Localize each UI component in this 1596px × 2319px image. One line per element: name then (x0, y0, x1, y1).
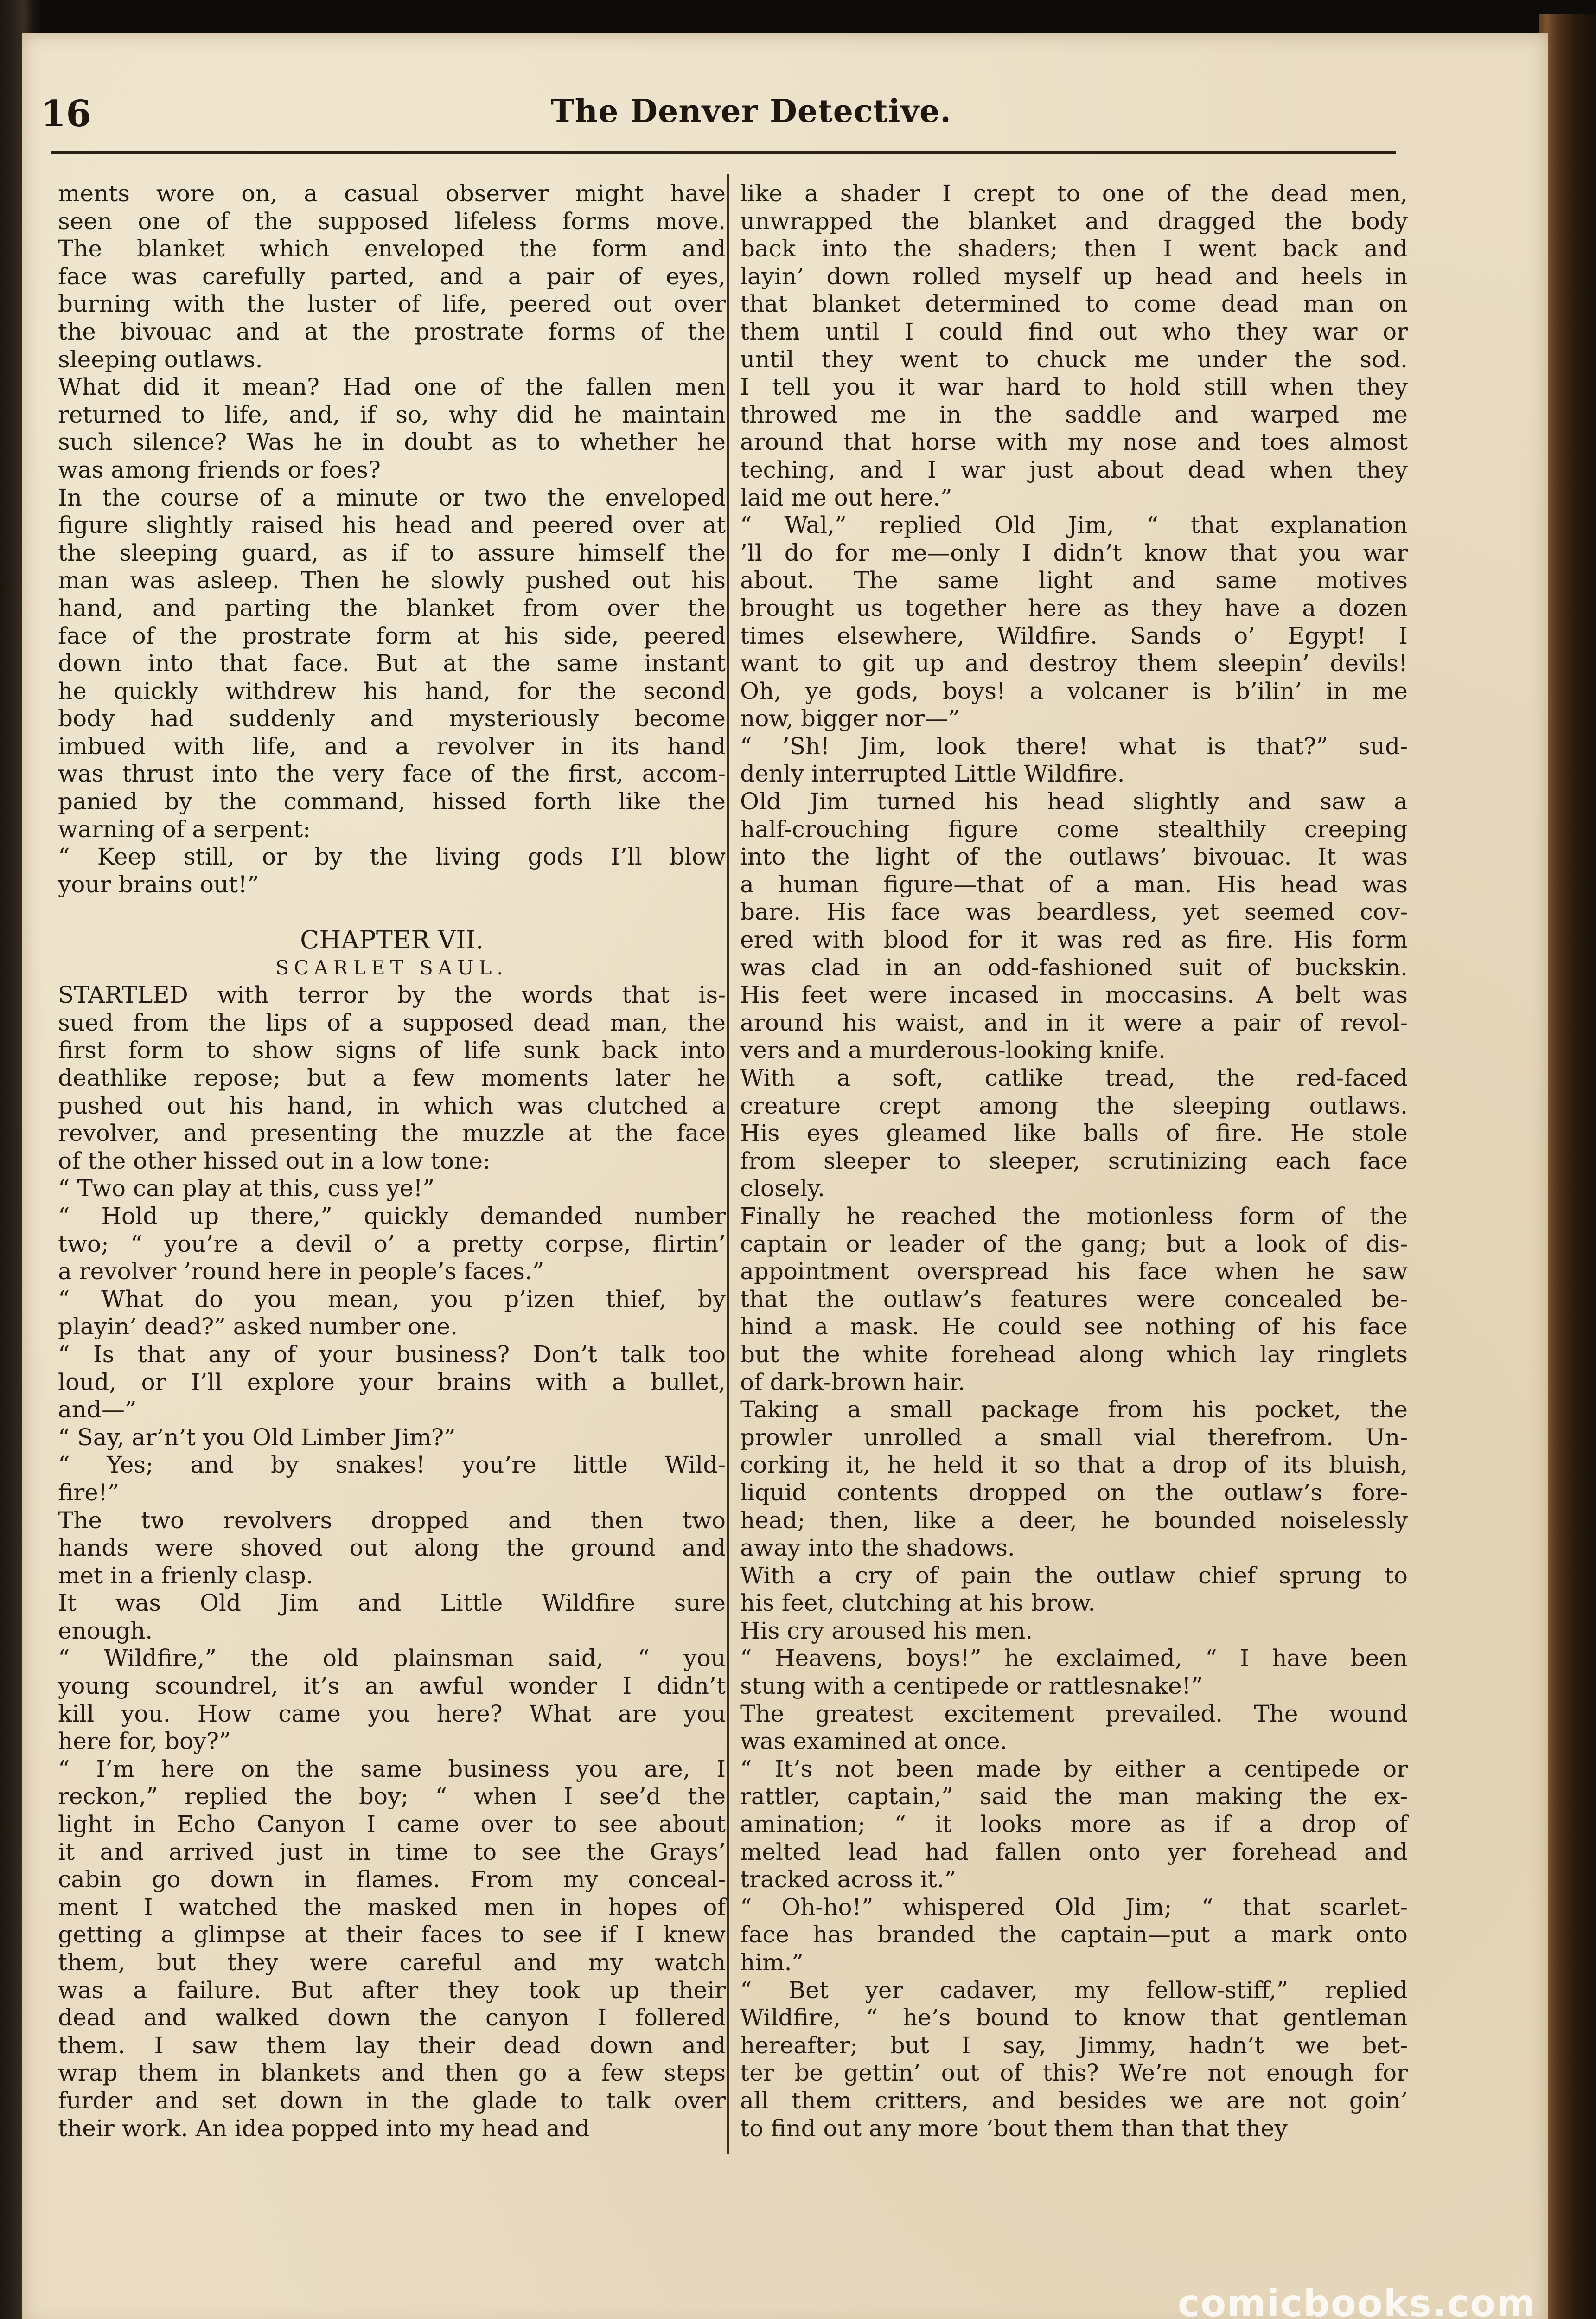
text-line: creature crept among the sleeping outlaws. (740, 1092, 1408, 1119)
text-line: met in a frienly clasp. (58, 1562, 313, 1589)
text-line: getting a glimpse at their faces to see if I knew (58, 1921, 726, 1948)
text-line: was thrust into the very face of the first, accom- (58, 760, 726, 788)
text-line: sleeping outlaws. (58, 346, 263, 373)
text-line: two; “ you’re a devil o’ a pretty corpse, flirtin’ (58, 1230, 726, 1257)
text-line: face of the prostrate form at his side, peered (58, 622, 726, 649)
text-line: around his waist, and in it were a pair of revol- (740, 1009, 1408, 1036)
text-line: dead and walked down the canyon I follered (58, 2004, 726, 2031)
text-line: a human figure—that of a man. His head was (740, 871, 1408, 898)
text-line: vers and a murderous-looking knife. (740, 1037, 1166, 1064)
text-line: warning of a serpent: (58, 815, 311, 843)
text-line: laid me out here.” (740, 484, 952, 511)
text-line: times elsewhere, Wildfire. Sands o’ Egypt! I (740, 622, 1408, 649)
text-line: ments wore on, a casual observer might have (58, 180, 726, 207)
text-line: away into the shadows. (740, 1534, 1015, 1562)
text-line: closely. (740, 1175, 825, 1202)
text-line: ter be gettin’ out of this? We’re not enough for (740, 2059, 1408, 2087)
text-line (58, 898, 726, 926)
text-line: to find out any more ’bout them than that they (740, 2114, 1288, 2142)
page-number: 16 (41, 93, 91, 135)
text-line: burning with the luster of life, peered out over (58, 290, 726, 318)
text-line: hereafter; but I say, Jimmy, hadn’t we bet- (740, 2031, 1408, 2059)
text-line: ’ll do for me—only I didn’t know that you war (740, 539, 1408, 566)
text-line: man was asleep. Then he slowly pushed out his (58, 567, 726, 594)
text-line: of the other hissed out in a low tone: (58, 1147, 491, 1174)
chapter-title: CHAPTER VII. (300, 925, 484, 955)
text-line: Taking a small package from his pocket, the (740, 1396, 1408, 1423)
text-line: His feet were incased in moccasins. A belt was (740, 981, 1408, 1009)
text-line: Oh, ye gods, boys! a volcaner is b’ilin’ in me (740, 677, 1408, 705)
right-column (740, 180, 1408, 2142)
text-line: brought us together here as they have a dozen (740, 594, 1408, 621)
text-line: it and arrived just in time to see the Grays’ (58, 1838, 726, 1865)
text-line: hind a mask. He could see nothing of his face (740, 1313, 1408, 1340)
text-line: returned to life, and, if so, why did he maintain (58, 401, 726, 428)
header-rule (51, 151, 1396, 154)
text-line: a revolver ’round here in people’s faces.” (58, 1258, 544, 1285)
text-line: His cry aroused his men. (740, 1617, 1033, 1644)
text-line: back into the shaders; then I went back and (740, 235, 1408, 263)
text-line: teching, and I war just about dead when they (740, 456, 1408, 483)
text-line: stung with a centipede or rattlesnake!” (740, 1672, 1203, 1700)
text-line: was clad in an odd-fashioned suit of buckskin. (740, 954, 1408, 981)
text-line: deathlike repose; but a few moments later he (58, 1064, 726, 1091)
text-line: “ It’s not been made by either a centipede or (740, 1755, 1408, 1782)
text-line: like a shader I crept to one of the dead men, (740, 180, 1408, 207)
text-line: “ Wildfire,” the old plainsman said, “ you (58, 1645, 726, 1672)
text-line: figure slightly raised his head and peered over at (58, 512, 726, 539)
text-line: he quickly withdrew his hand, for the second (58, 677, 726, 705)
text-line: reckon,” replied the boy; “ when I see’d the (58, 1783, 726, 1810)
text-line: was a failure. But after they took up their (58, 1976, 726, 2004)
text-line: The two revolvers dropped and then two (58, 1506, 726, 1534)
text-line: until they went to chuck me under the sod. (740, 346, 1408, 373)
text-line: enough. (58, 1617, 153, 1644)
text-line: that the outlaw’s features were concealed be- (740, 1285, 1408, 1313)
text-line: “ Is that any of your business? Don’t talk too (58, 1340, 726, 1368)
text-line: His eyes gleamed like balls of fire. He stole (740, 1120, 1408, 1147)
text-line: imbued with life, and a revolver in its hand (58, 732, 726, 760)
text-line: wrap them in blankets and then go a few steps (58, 2059, 726, 2087)
text-line: face was carefully parted, and a pair of eyes, (58, 263, 726, 290)
text-line: “ Heavens, boys!” he exclaimed, “ I have been (740, 1645, 1408, 1672)
text-line: “ Yes; and by snakes! you’re little Wild- (58, 1451, 726, 1479)
text-line: STARTLED with terror by the words that is- (58, 981, 726, 1009)
text-line: melted lead had fallen onto yer forehead and (740, 1838, 1408, 1865)
text-line: Wildfire, “ he’s bound to know that gentleman (740, 2004, 1408, 2031)
text-line: such silence? Was he in doubt as to whether he (58, 429, 726, 456)
text-line: It was Old Jim and Little Wildfire sure (58, 1589, 726, 1617)
text-line: ered with blood for it was red as fire. His form (740, 926, 1408, 954)
text-line: face has branded the captain—put a mark onto (740, 1921, 1408, 1948)
text-line: now, bigger nor—” (740, 705, 960, 732)
text-line: light in Echo Canyon I came over to see about (58, 1811, 726, 1838)
text-line: want to git up and destroy them sleepin’ devils! (740, 650, 1408, 677)
text-line: liquid contents dropped on the outlaw’s fore- (740, 1479, 1408, 1506)
text-line: was among friends or foes? (58, 456, 381, 483)
text-line: unwrapped the blanket and dragged the body (740, 207, 1408, 235)
text-line: captain or leader of the gang; but a look of dis- (740, 1230, 1408, 1257)
watermark: comicbooks.com (1178, 2282, 1536, 2319)
text-line: With a cry of pain the outlaw chief sprung to (740, 1562, 1408, 1589)
text-line: him.” (740, 1949, 804, 1976)
text-line: seen one of the supposed lifeless forms move. (58, 207, 726, 235)
text-line: “ Wal,” replied Old Jim, “ that explanation (740, 512, 1408, 539)
text-line: hands were shoved out along the ground and (58, 1534, 726, 1562)
text-line: around that horse with my nose and toes almost (740, 429, 1408, 456)
text-line: “ Hold up there,” quickly demanded number (58, 1202, 726, 1230)
text-line: throwed me in the saddle and warped me (740, 401, 1408, 428)
text-line: pushed out his hand, in which was clutched a (58, 1092, 726, 1119)
text-line: With a soft, catlike tread, the red-faced (740, 1064, 1408, 1091)
text-line: hand, and parting the blanket from over the (58, 594, 726, 621)
text-line: “ I’m here on the same business you are, I (58, 1755, 726, 1782)
running-title: The Denver Detective. (551, 93, 951, 130)
text-line: the sleeping guard, as if to assure himself the (58, 539, 726, 566)
text-line: their work. An idea popped into my head and (58, 2114, 590, 2142)
text-line: “ Keep still, or by the living gods I’ll blow (58, 843, 726, 871)
text-line: ment I watched the masked men in hopes of (58, 1893, 726, 1921)
text-line: rattler, captain,” said the man making the ex- (740, 1783, 1408, 1810)
text-line: “ ’Sh! Jim, look there! what is that?” sud- (740, 732, 1408, 760)
text-line: “ Oh-ho!” whispered Old Jim; “ that scarlet- (740, 1893, 1408, 1921)
text-line: layin’ down rolled myself up head and heels in (740, 263, 1408, 290)
text-line: What did it mean? Had one of the fallen men (58, 373, 726, 401)
text-line: “ What do you mean, you p’izen thief, by (58, 1285, 726, 1313)
text-line: bare. His face was beardless, yet seemed cov- (740, 898, 1408, 926)
text-line: half-crouching figure come stealthily creeping (740, 815, 1408, 843)
text-line: cabin go down in flames. From my conceal- (58, 1866, 726, 1893)
text-line: The greatest excitement prevailed. The wound (740, 1700, 1408, 1727)
text-line: all them critters, and besides we are not goin’ (740, 2087, 1408, 2114)
text-line: “ Bet yer cadaver, my fellow-stiff,” replied (740, 1976, 1408, 2004)
text-line: the bivouac and at the prostrate forms of the (58, 318, 726, 345)
text-line: was examined at once. (740, 1728, 1008, 1755)
text-line: and—” (58, 1396, 137, 1423)
text-line: I tell you it war hard to hold still when they (740, 373, 1408, 401)
text-line: first form to show signs of life sunk back into (58, 1037, 726, 1064)
text-line: panied by the command, hissed forth like the (58, 788, 726, 815)
text-line: about. The same light and same motives (740, 567, 1408, 594)
text-line: from sleeper to sleeper, scrutinizing each face (740, 1147, 1408, 1174)
text-line: his feet, clutching at his brow. (740, 1589, 1096, 1617)
text-line: them until I could find out who they war or (740, 318, 1408, 345)
text-line: of dark-brown hair. (740, 1368, 965, 1396)
text-line: furder and set down in the glade to talk over (58, 2087, 726, 2114)
text-line: revolver, and presenting the muzzle at the face (58, 1120, 726, 1147)
text-line: playin’ dead?” asked number one. (58, 1313, 458, 1340)
text-line: tracked across it.” (740, 1866, 957, 1893)
text-line: amination; “ it looks more as if a drop of (740, 1811, 1408, 1838)
text-line: fire!” (58, 1479, 120, 1506)
text-line: denly interrupted Little Wildfire. (740, 760, 1125, 788)
chapter-subtitle: SCARLET SAUL. (275, 956, 508, 979)
text-line: The blanket which enveloped the form and (58, 235, 726, 263)
text-line: loud, or I’ll explore your brains with a bullet, (58, 1368, 726, 1396)
left-column (58, 180, 726, 2142)
text-line: In the course of a minute or two the enveloped (58, 484, 726, 511)
text-line: “ Two can play at this, cuss ye!” (58, 1175, 435, 1202)
text-line: Finally he reached the motionless form of the (740, 1202, 1408, 1230)
text-line: kill you. How came you here? What are you (58, 1700, 726, 1727)
text-line: but the white forehead along which lay ringlets (740, 1340, 1408, 1368)
text-line: them, but they were careful and my watch (58, 1949, 726, 1976)
column-divider (727, 174, 729, 2154)
text-line: Old Jim turned his head slightly and saw a (740, 788, 1408, 815)
text-line: into the light of the outlaws’ bivouac. It was (740, 843, 1408, 871)
text-line: head; then, like a deer, he bounded noiselessly (740, 1506, 1408, 1534)
text-line: body had suddenly and mysteriously become (58, 705, 726, 732)
text-line: appointment overspread his face when he saw (740, 1258, 1408, 1285)
text-line: here for, boy?” (58, 1728, 231, 1755)
text-line: down into that face. But at the same instant (58, 650, 726, 677)
text-line: them. I saw them lay their dead down and (58, 2031, 726, 2059)
text-line: young scoundrel, it’s an awful wonder I didn’t (58, 1672, 726, 1700)
text-line: “ Say, ar’n’t you Old Limber Jim?” (58, 1423, 456, 1451)
text-line: corking it, he held it so that a drop of its bluish, (740, 1451, 1408, 1479)
text-line: that blanket determined to come dead man on (740, 290, 1408, 318)
text-line: prowler unrolled a small vial therefrom. Un- (740, 1423, 1408, 1451)
text-line: your brains out!” (58, 871, 259, 898)
text-line: sued from the lips of a supposed dead man, the (58, 1009, 726, 1036)
